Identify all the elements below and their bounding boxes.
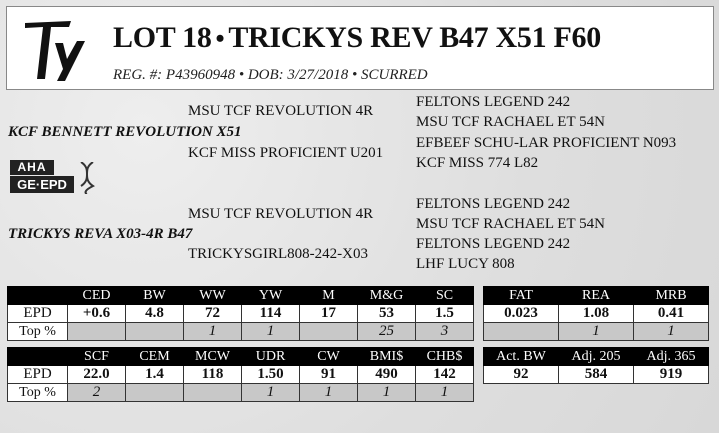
lot-title — [113, 21, 601, 55]
pct-ced — [68, 323, 126, 341]
epd-table-ultrasound — [483, 286, 709, 341]
registration-line: REG. #: P43960948 • DOB: 3/27/2018 • SCURRED — [113, 67, 428, 83]
sire-dam-dam: KCF MISS 774 L82 — [416, 155, 539, 171]
header-adj-365: Adj. 365 — [634, 348, 709, 366]
lot-animal-name: TRICKYS REV B47 X51 F60 — [228, 21, 601, 54]
pct-mg: 25 — [358, 323, 416, 341]
epd-table-growth — [7, 286, 474, 341]
badge-line2: GE·EPD — [10, 176, 74, 193]
dam-dam-dam: LHF LUCY 808 — [416, 256, 515, 272]
header-act-bw: Act. BW — [484, 348, 559, 366]
row-label-epd: EPD — [8, 305, 68, 323]
pct-bw — [126, 323, 184, 341]
value-adj-205: 584 — [559, 366, 634, 384]
row-label-top-percent: Top % — [8, 323, 68, 341]
pct-m — [300, 323, 358, 341]
epd-value-row — [8, 366, 474, 384]
epd-udr: 1.50 — [242, 366, 300, 384]
epd-header-row — [8, 348, 474, 366]
dam-sire-sire: FELTONS LEGEND 242 — [416, 196, 571, 212]
pct-cw: 1 — [300, 384, 358, 402]
dam-dam-sire: FELTONS LEGEND 242 — [416, 236, 571, 252]
pct-udr: 1 — [242, 384, 300, 402]
pct-fat — [484, 323, 559, 341]
pct-scf: 2 — [68, 384, 126, 402]
header-ww: WW — [184, 287, 242, 305]
sire-dam-sire: EFBEEF SCHU-LAR PROFICIENT N093 — [416, 135, 677, 151]
epd-cw: 91 — [300, 366, 358, 384]
lot-number: LOT 18 — [113, 21, 212, 54]
epd-mg: 53 — [358, 305, 416, 323]
pct-yw: 1 — [242, 323, 300, 341]
ty-brand-logo — [21, 15, 91, 85]
epd-bmi: 490 — [358, 366, 416, 384]
pct-chb: 1 — [416, 384, 474, 402]
epd-ww: 72 — [184, 305, 242, 323]
header-udr: UDR — [242, 348, 300, 366]
sire-dam: KCF MISS PROFICIENT U201 — [188, 145, 384, 161]
dam-dam: TRICKYSGIRL808-242-X03 — [188, 246, 368, 262]
row-label-epd: EPD — [8, 366, 68, 384]
row-label-top-percent: Top % — [8, 384, 68, 402]
sire-sire-sire: FELTONS LEGEND 242 — [416, 94, 571, 110]
epd-scf: 22.0 — [68, 366, 126, 384]
epd-value-row — [484, 305, 709, 323]
weights-header-row — [484, 348, 709, 366]
top-percent-row — [8, 323, 474, 341]
header-ced: CED — [68, 287, 126, 305]
header-blank-cell — [8, 348, 68, 366]
epd-ced: +0.6 — [68, 305, 126, 323]
header-sc: SC — [416, 287, 474, 305]
epd-m: 17 — [300, 305, 358, 323]
epd-cem: 1.4 — [126, 366, 184, 384]
header-yw: YW — [242, 287, 300, 305]
value-adj-365: 919 — [634, 366, 709, 384]
top-percent-row — [484, 323, 709, 341]
pct-rea: 1 — [559, 323, 634, 341]
lot-header — [6, 6, 714, 90]
epd-value-row — [8, 305, 474, 323]
sire-sire-dam: MSU TCF RACHAEL ET 54N — [416, 114, 605, 130]
epd-fat: 0.023 — [484, 305, 559, 323]
actual-weights-table — [483, 347, 709, 384]
epd-yw: 114 — [242, 305, 300, 323]
dam: TRICKYS REVA X03-4R B47 — [8, 226, 193, 242]
epd-chb: 142 — [416, 366, 474, 384]
epd-header-row — [484, 287, 709, 305]
pct-ww: 1 — [184, 323, 242, 341]
top-percent-row — [8, 384, 474, 402]
pct-sc: 3 — [416, 323, 474, 341]
header-mcw: MCW — [184, 348, 242, 366]
title-separator: • — [215, 24, 225, 53]
header-blank-cell — [8, 287, 68, 305]
sire-sire: MSU TCF REVOLUTION 4R — [188, 103, 374, 119]
epd-table-carcass-index — [7, 347, 474, 402]
header-mg: M&G — [358, 287, 416, 305]
pct-mcw — [184, 384, 242, 402]
pct-mrb: 1 — [634, 323, 709, 341]
value-act-bw: 92 — [484, 366, 559, 384]
pct-cem — [126, 384, 184, 402]
header-mrb: MRB — [634, 287, 709, 305]
badge-line1: AHA — [10, 160, 54, 175]
header-fat: FAT — [484, 287, 559, 305]
header-m: M — [300, 287, 358, 305]
header-bmi: BMI$ — [358, 348, 416, 366]
weights-value-row — [484, 366, 709, 384]
epd-bw: 4.8 — [126, 305, 184, 323]
aha-ge-epd-badge — [8, 158, 100, 198]
dam-sire: MSU TCF REVOLUTION 4R — [188, 206, 374, 222]
pct-bmi: 1 — [358, 384, 416, 402]
header-cem: CEM — [126, 348, 184, 366]
header-rea: REA — [559, 287, 634, 305]
header-chb: CHB$ — [416, 348, 474, 366]
header-cw: CW — [300, 348, 358, 366]
epd-sc: 1.5 — [416, 305, 474, 323]
sire: KCF BENNETT REVOLUTION X51 — [8, 124, 242, 140]
epd-mrb: 0.41 — [634, 305, 709, 323]
epd-header-row — [8, 287, 474, 305]
header-adj-205: Adj. 205 — [559, 348, 634, 366]
epd-mcw: 118 — [184, 366, 242, 384]
epd-rea: 1.08 — [559, 305, 634, 323]
header-bw: BW — [126, 287, 184, 305]
header-scf: SCF — [68, 348, 126, 366]
dna-helix-icon — [78, 162, 96, 194]
dam-sire-dam: MSU TCF RACHAEL ET 54N — [416, 216, 605, 232]
